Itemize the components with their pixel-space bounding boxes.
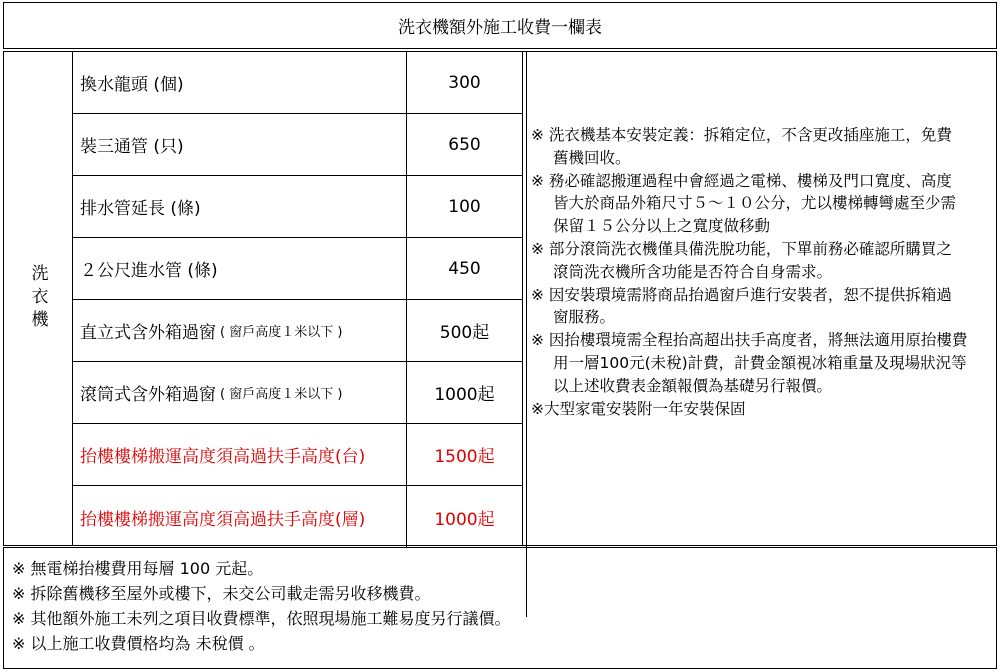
table-row	[72, 176, 522, 238]
item-name-text: 抬樓樓梯搬運高度須高過扶手高度(層)	[80, 509, 366, 530]
item-price: 1500起	[434, 447, 495, 467]
item-note: ( 窗戶高度１米以下 )	[220, 387, 343, 402]
item-price: 450	[448, 258, 481, 279]
items-list	[72, 52, 523, 545]
item-name-text: 換水龍頭 (個)	[80, 75, 184, 95]
item-price: 1000起	[434, 509, 495, 530]
table-row	[72, 238, 522, 300]
table-row	[72, 486, 522, 548]
item-name-text: 直立式含外箱過窗	[80, 323, 216, 343]
item-name	[72, 176, 407, 237]
table-row	[72, 114, 522, 176]
category-label: 洗衣機	[4, 52, 73, 545]
footer-note: ※ 以上施工收費價格均為 未稅價 。	[12, 634, 265, 653]
item-name-text: ２公尺進水管 (條)	[80, 261, 218, 281]
item-name-text: 滾筒式含外箱過窗	[80, 385, 216, 405]
item-name	[72, 424, 407, 485]
item-note: ( 窗戶高度１米以下 )	[220, 325, 343, 340]
footer-notes	[3, 547, 997, 669]
item-name	[72, 300, 407, 361]
item-price: 500起	[439, 323, 490, 343]
table-row	[72, 362, 522, 424]
note-item: ※ 務必確認搬運過程中會經過之電梯、樓梯及門口寬度、高度皆大於商品外箱尺寸５～１０公分，尤以樓梯轉彎處至少需保留１５公分以上之寬度做移動	[531, 171, 957, 236]
table-row	[72, 52, 522, 114]
footer-note: ※ 其他額外施工未列之項目收費標準，依照現場施工難易度另行議價。	[12, 609, 511, 628]
item-name-text: 排水管延長 (條)	[80, 199, 201, 219]
item-name	[72, 238, 407, 299]
note-item: ※大型家電安裝附一年安裝保固	[531, 399, 746, 418]
footer-note: ※ 拆除舊機移至屋外或樓下，未交公司載走需另收移機費。	[12, 584, 431, 603]
item-price: 650	[448, 134, 481, 155]
item-name	[72, 362, 407, 423]
item-price: 300	[448, 72, 481, 93]
item-name	[72, 52, 407, 113]
table-row	[72, 424, 522, 486]
note-item: ※ 因安裝環境需將商品抬過窗戶進行安裝者，恕不提供拆箱過窗服務。	[531, 285, 952, 327]
note-item: ※ 因抬樓環境需全程抬高超出扶手高度者，將無法適用原抬樓費用一層100元(未稅)計費，計費金額視冰箱重量及現場狀況等以上述收費表金額報價為基礎另行報價。	[531, 331, 968, 395]
notes-panel	[526, 52, 996, 617]
note-item: ※ 洗衣機基本安裝定義：拆箱定位，不含更改插座施工，免費舊機回收。	[531, 126, 952, 167]
item-price: 100	[448, 196, 481, 217]
item-price: 1000起	[434, 385, 495, 405]
item-name	[72, 114, 407, 175]
table-title: 洗衣機額外施工收費一欄表	[3, 2, 997, 49]
item-name-text: 抬樓樓梯搬運高度須高過扶手高度(台)	[80, 447, 366, 467]
table-row	[72, 300, 522, 362]
item-name-text: 裝三通管 (只)	[80, 137, 184, 157]
note-item: ※ 部分滾筒洗衣機僅具備洗脫功能，下單前務必確認所購買之滾筒洗衣機所含功能是否符合自身需求。	[531, 239, 952, 281]
fee-table	[3, 51, 997, 546]
item-name	[72, 486, 407, 548]
footer-note: ※ 無電梯抬樓費用每層 100 元起。	[12, 559, 264, 578]
